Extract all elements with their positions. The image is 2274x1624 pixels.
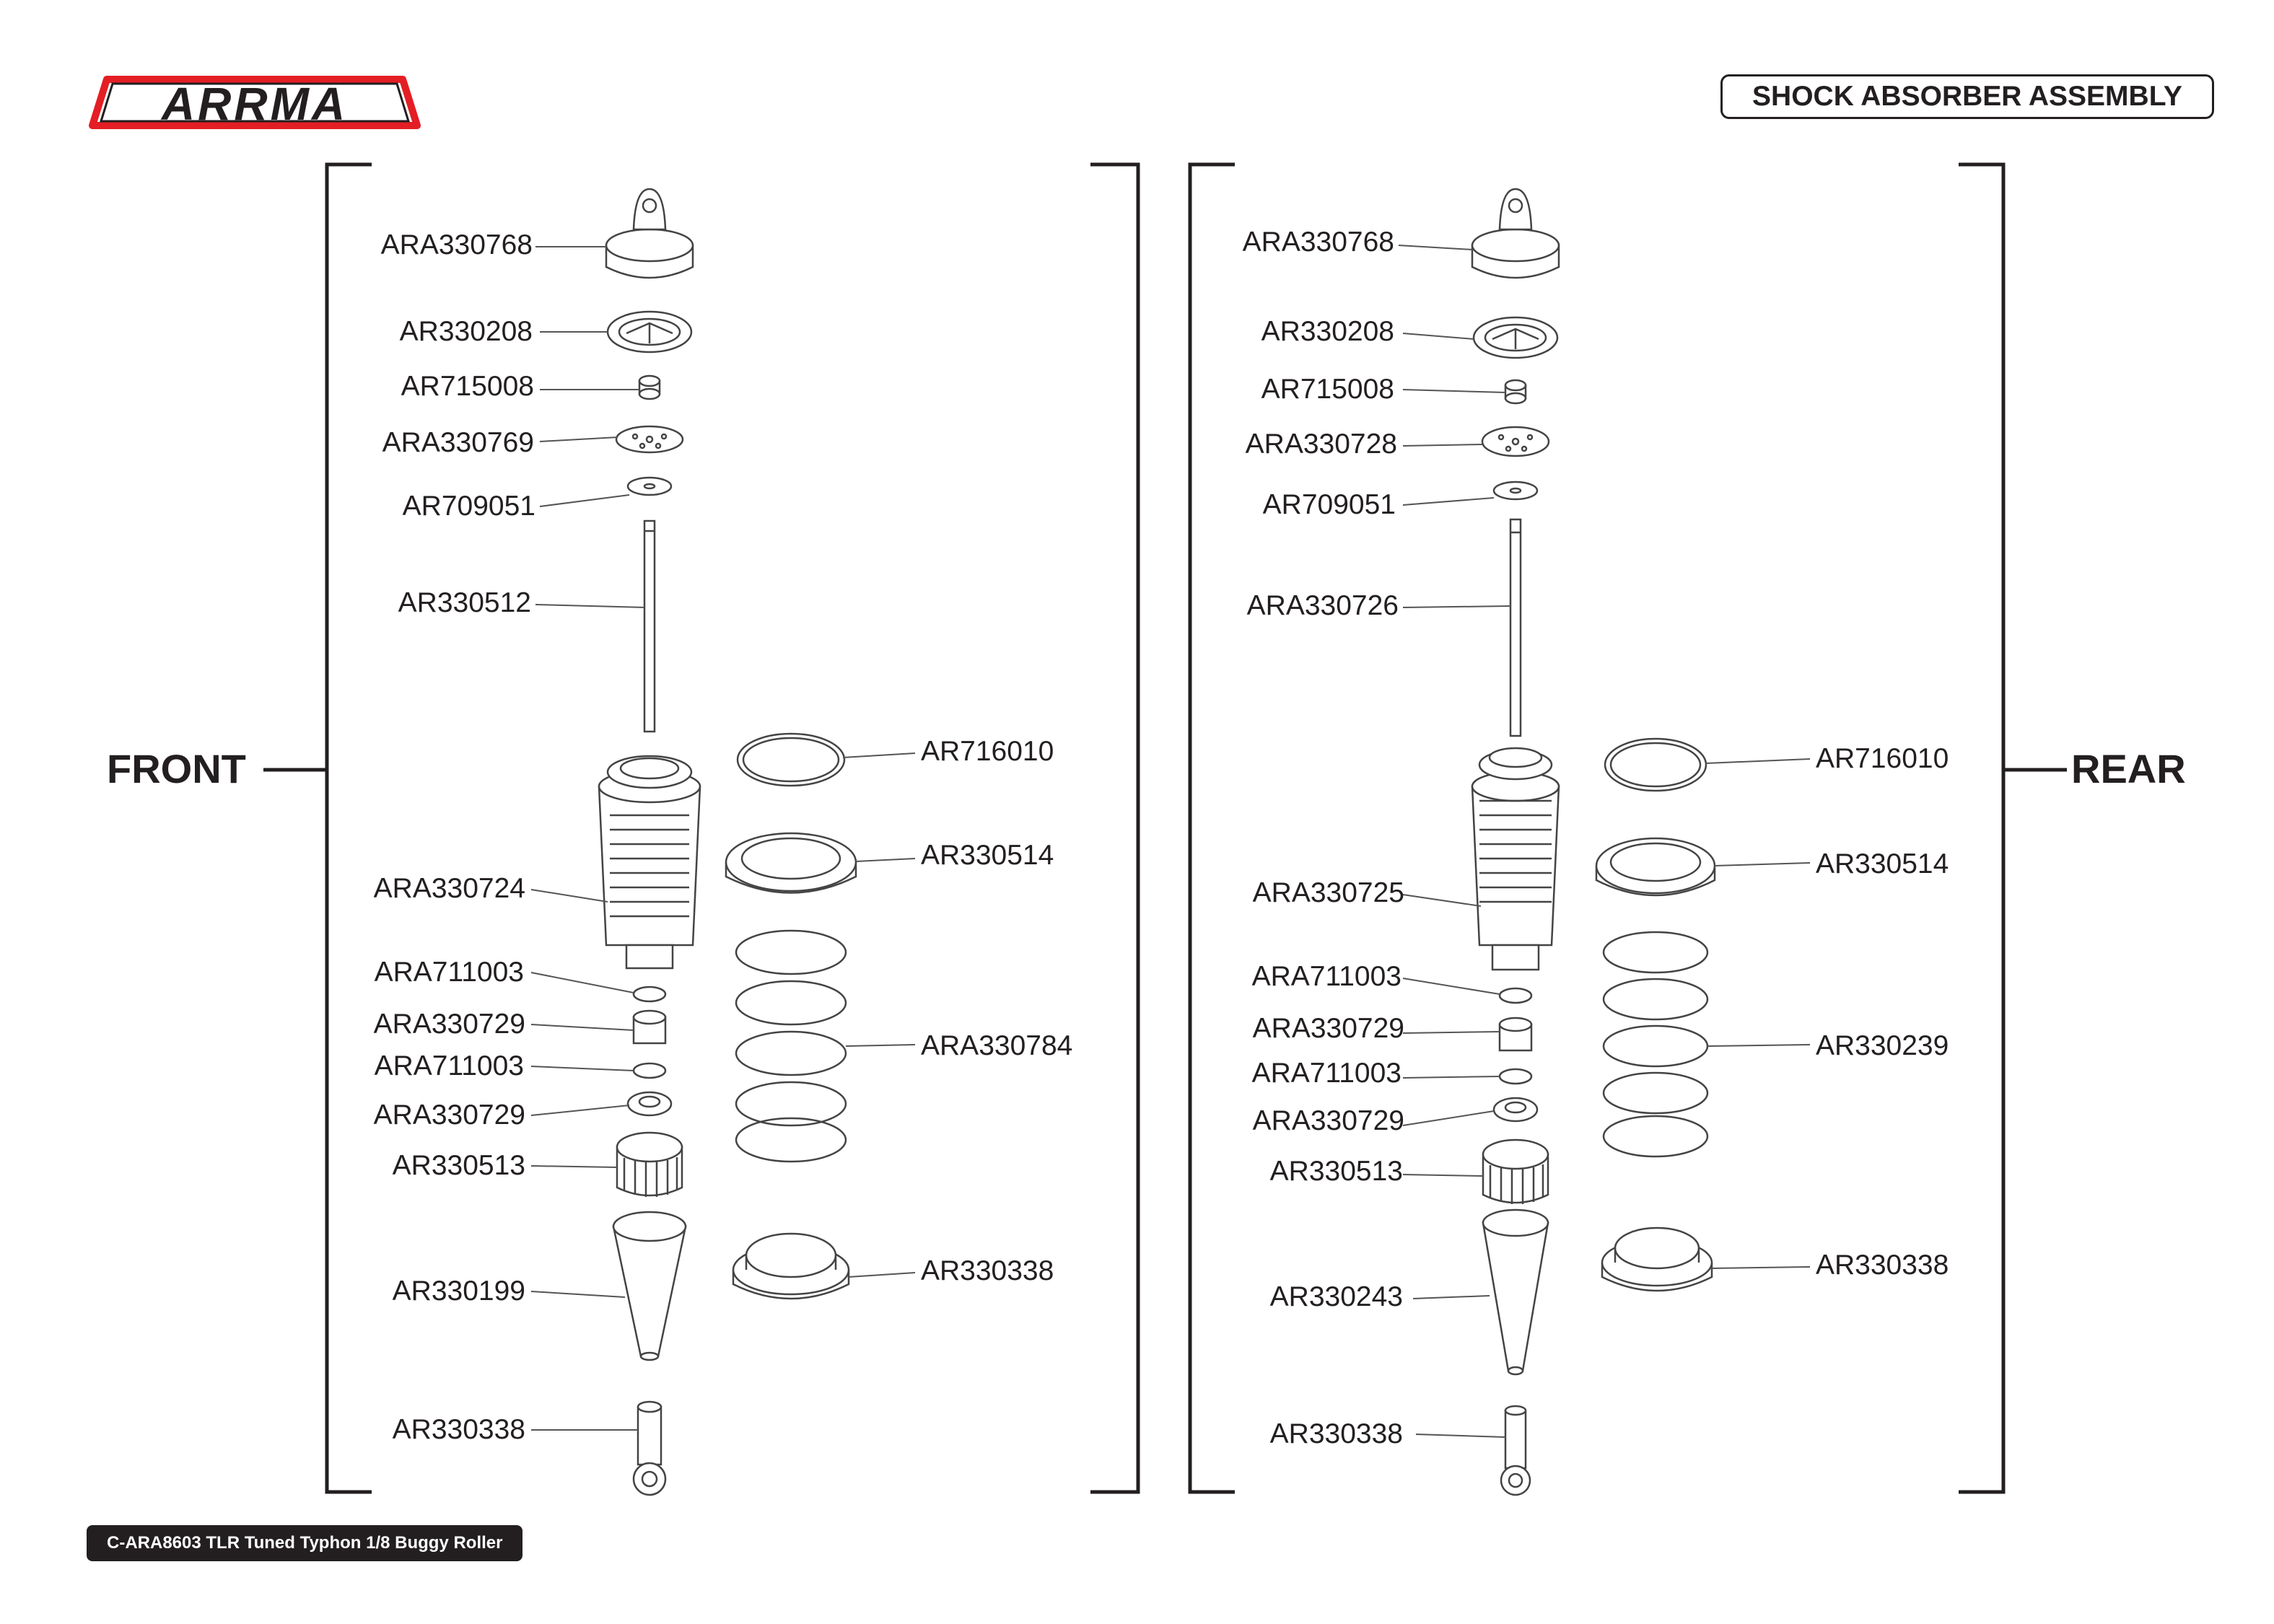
rear-spring-cup-drawing xyxy=(1602,1228,1712,1291)
label-front-oring-large: AR716010 xyxy=(921,736,1054,767)
front-body-drawing xyxy=(599,756,700,968)
label-front-shaft: AR330512 xyxy=(398,587,531,618)
page-title: SHOCK ABSORBER ASSEMBLY xyxy=(1720,74,2214,119)
front-piston-drawing xyxy=(616,426,683,452)
label-front-lower-cap: AR330513 xyxy=(392,1150,525,1181)
rear-boot-drawing xyxy=(1483,1210,1548,1374)
front-lower-cap-drawing xyxy=(617,1133,682,1197)
front-cap-drawing xyxy=(606,189,693,278)
label-front-spring-cup: AR330338 xyxy=(921,1255,1054,1286)
svg-text:ARRMA: ARRMA xyxy=(161,78,349,130)
front-spring-drawing xyxy=(736,931,846,1162)
label-rear-spacer-2: ARA330729 xyxy=(1252,1105,1404,1136)
front-boot-drawing xyxy=(613,1212,686,1360)
label-front-piston: ARA330769 xyxy=(382,427,534,458)
front-oring-1-drawing xyxy=(634,987,665,1001)
rear-oring-2-drawing xyxy=(1500,1069,1531,1084)
front-spacer-2-drawing xyxy=(628,1092,671,1115)
rear-labels xyxy=(1243,227,1949,1449)
rear-body-drawing xyxy=(1472,748,1559,970)
label-front-boot: AR330199 xyxy=(392,1276,525,1307)
label-front-bladder: AR330208 xyxy=(399,316,533,347)
label-rear-washer: AR709051 xyxy=(1262,489,1396,520)
label-rear-body: ARA330725 xyxy=(1252,877,1404,908)
rear-spacer-2-drawing xyxy=(1494,1098,1537,1121)
front-oring-large-drawing xyxy=(738,734,844,786)
label-front-spacer-1: ARA330729 xyxy=(373,1009,525,1040)
label-rear-oring-2: ARA711003 xyxy=(1251,1058,1401,1089)
rear-spacer-1-drawing xyxy=(1500,1018,1531,1050)
front-bladder-drawing xyxy=(608,312,691,352)
front-side-label: FRONT xyxy=(107,746,246,791)
rear-piston-drawing xyxy=(1482,427,1549,456)
label-front-spring: ARA330784 xyxy=(921,1030,1073,1061)
front-oring-2-drawing xyxy=(634,1063,665,1078)
rear-nut-drawing xyxy=(1505,380,1526,403)
rear-collar-drawing xyxy=(1596,838,1715,895)
label-front-nut: AR715008 xyxy=(401,371,534,402)
footer-product-code: C-ARA8603 TLR Tuned Typhon 1/8 Buggy Roller xyxy=(87,1525,522,1561)
label-rear-boot: AR330243 xyxy=(1269,1281,1403,1312)
label-front-cap: ARA330768 xyxy=(380,229,533,260)
label-rear-lower-cap: AR330513 xyxy=(1269,1156,1403,1187)
label-front-spacer-2: ARA330729 xyxy=(373,1100,525,1131)
label-front-rod-end: AR330338 xyxy=(392,1414,525,1445)
label-rear-oring-1: ARA711003 xyxy=(1251,961,1401,992)
label-rear-cap: ARA330768 xyxy=(1242,227,1394,258)
front-collar-drawing xyxy=(726,833,856,893)
label-rear-spacer-1: ARA330729 xyxy=(1252,1013,1404,1044)
front-spring-cup-drawing xyxy=(733,1234,849,1299)
label-rear-rod-end: AR330338 xyxy=(1269,1418,1403,1449)
front-spacer-1-drawing xyxy=(634,1011,665,1043)
label-front-oring-2: ARA711003 xyxy=(374,1050,524,1081)
rear-parts xyxy=(1472,189,1715,1495)
front-labels xyxy=(374,229,1073,1445)
label-rear-spring-cup: AR330338 xyxy=(1816,1250,1949,1281)
rear-spring-drawing xyxy=(1604,932,1707,1156)
rear-side-label: REAR xyxy=(2071,746,2186,791)
label-rear-bladder: AR330208 xyxy=(1261,316,1394,347)
front-parts xyxy=(599,189,856,1495)
label-rear-shaft: ARA330726 xyxy=(1246,590,1399,621)
label-rear-nut: AR715008 xyxy=(1261,374,1394,405)
front-washer-drawing xyxy=(628,478,671,495)
label-rear-collar: AR330514 xyxy=(1816,848,1949,879)
front-shaft-drawing xyxy=(644,521,655,732)
front-nut-drawing xyxy=(639,376,660,399)
front-rod-end-drawing xyxy=(634,1402,665,1495)
label-rear-spring: AR330239 xyxy=(1816,1030,1949,1061)
rear-cap-drawing xyxy=(1472,189,1559,278)
label-front-body: ARA330724 xyxy=(373,873,525,904)
label-front-collar: AR330514 xyxy=(921,840,1054,871)
label-rear-piston: ARA330728 xyxy=(1245,429,1397,460)
rear-shaft-drawing xyxy=(1510,519,1521,736)
rear-oring-1-drawing xyxy=(1500,988,1531,1003)
label-rear-oring-large: AR716010 xyxy=(1816,743,1949,774)
rear-washer-drawing xyxy=(1494,482,1537,499)
rear-bladder-drawing xyxy=(1474,317,1557,358)
rear-oring-large-drawing xyxy=(1605,739,1706,791)
rear-rod-end-drawing xyxy=(1501,1406,1530,1495)
rear-lower-cap-drawing xyxy=(1483,1140,1548,1204)
label-front-oring-1: ARA711003 xyxy=(374,957,524,988)
label-front-washer: AR709051 xyxy=(402,491,535,522)
